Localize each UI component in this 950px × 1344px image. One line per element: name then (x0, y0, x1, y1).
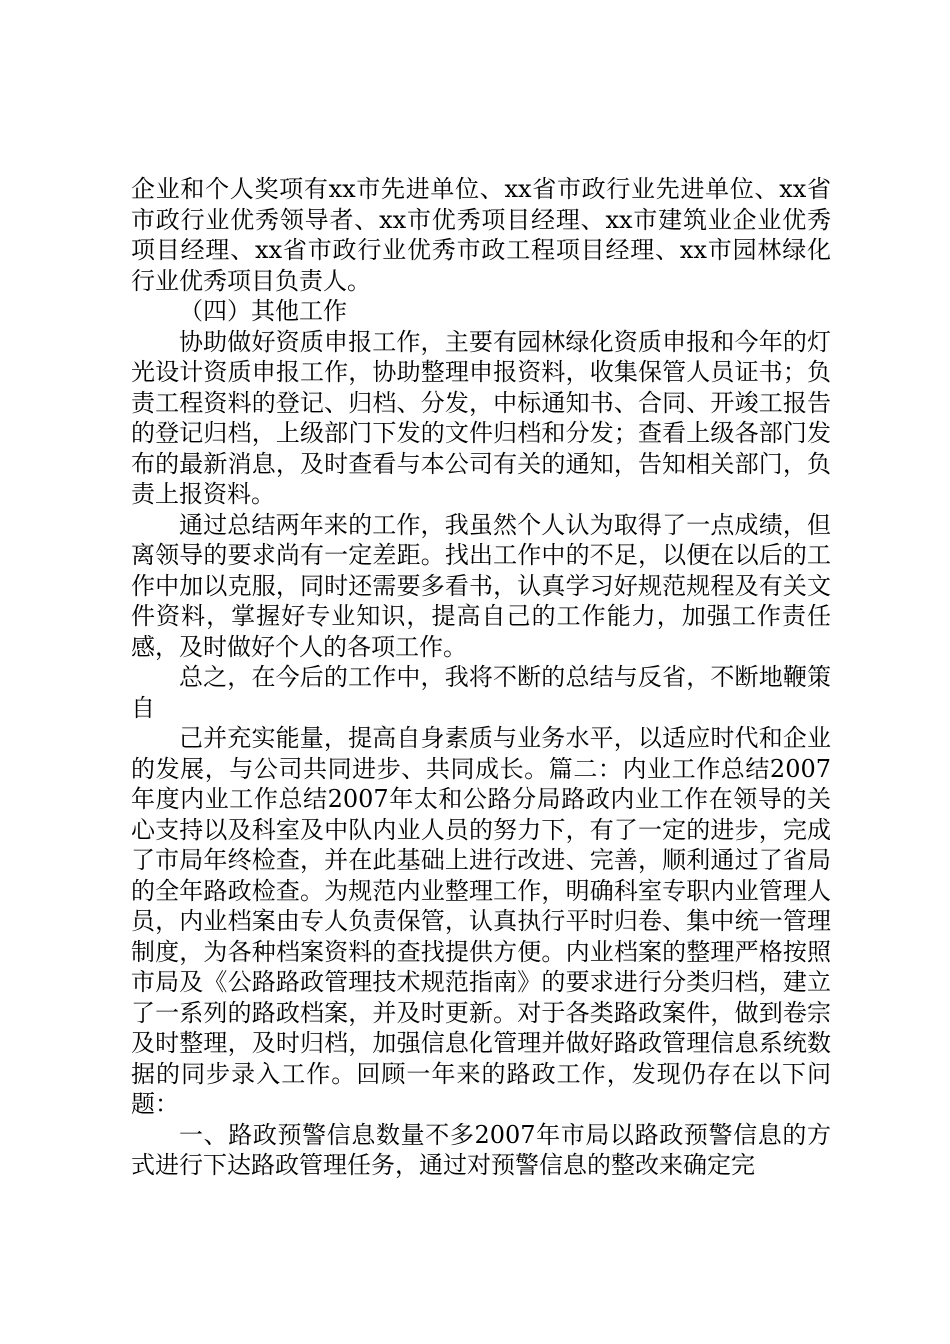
paragraph-awards: 企业和个人奖项有xx市先进单位、xx省市政行业先进单位、xx省市政行业优秀领导者、xx市优秀项目经理、xx市建筑业企业优秀项目经理、xx省市政行业优秀市政工程项目经理、xx市园林绿化行业优秀项目负责人。 (131, 175, 831, 295)
paragraph-summary-two-years: 通过总结两年来的工作，我虽然个人认为取得了一点成绩，但离领导的要求尚有一定差距。找出工作中的不足，以便在以后的工作中加以克服，同时还需要多看书，认真学习好规范规程及有关文件资料，掌握好专业知识，提高自己的工作能力，加强工作责任感，及时做好个人的各项工作。 (131, 510, 831, 661)
paragraph-part-two: 己并充实能量，提高自身素质与业务水平，以适应时代和企业的发展，与公司共同进步、共同成长。篇二：内业工作总结2007年度内业工作总结2007年太和公路分局路政内业工作在领导的关心支持以及科室及中队内业人员的努力下，有了一定的进步，完成了市局年终检查，并在此基础上进行改进、完善，顺利通过了省局的全年路政检查。为规范内业整理工作，明确科室专职内业管理人员，内业档案由专人负责保管，认真执行平时归卷、集中统一管理制度，为各种档案资料的查找提供方便。内业档案的整理严格按照市局及《公路路政管理技术规范指南》的要求进行分类归档，建立了一系列的路政档案，并及时更新。对于各类路政案件，做到卷宗及时整理，及时归档，加强信息化管理并做好路政管理信息系统数据的同步录入工作。回顾一年来的路政工作，发现仍存在以下问题： (131, 724, 831, 1118)
paragraph-issue-one: 一、路政预警信息数量不多2007年市局以路政预警信息的方式进行下达路政管理任务，通过对预警信息的整改来确定完 (131, 1120, 831, 1179)
paragraph-qualification: 协助做好资质申报工作，主要有园林绿化资质申报和今年的灯光设计资质申报工作，协助整理申报资料，收集保管人员证书；负责工程资料的登记、归档、分发，中标通知书、合同、开竣工报告的登记归档，上级部门下发的文件归档和分发；查看上级各部门发布的最新消息，及时查看与本公司有关的通知，告知相关部门，负责上报资料。 (131, 327, 831, 508)
paragraph-conclusion: 总之，在今后的工作中，我将不断的总结与反省，不断地鞭策自 (131, 663, 831, 722)
document-body (131, 174, 831, 1181)
section-heading-other-work: （四）其他工作 (179, 297, 347, 325)
